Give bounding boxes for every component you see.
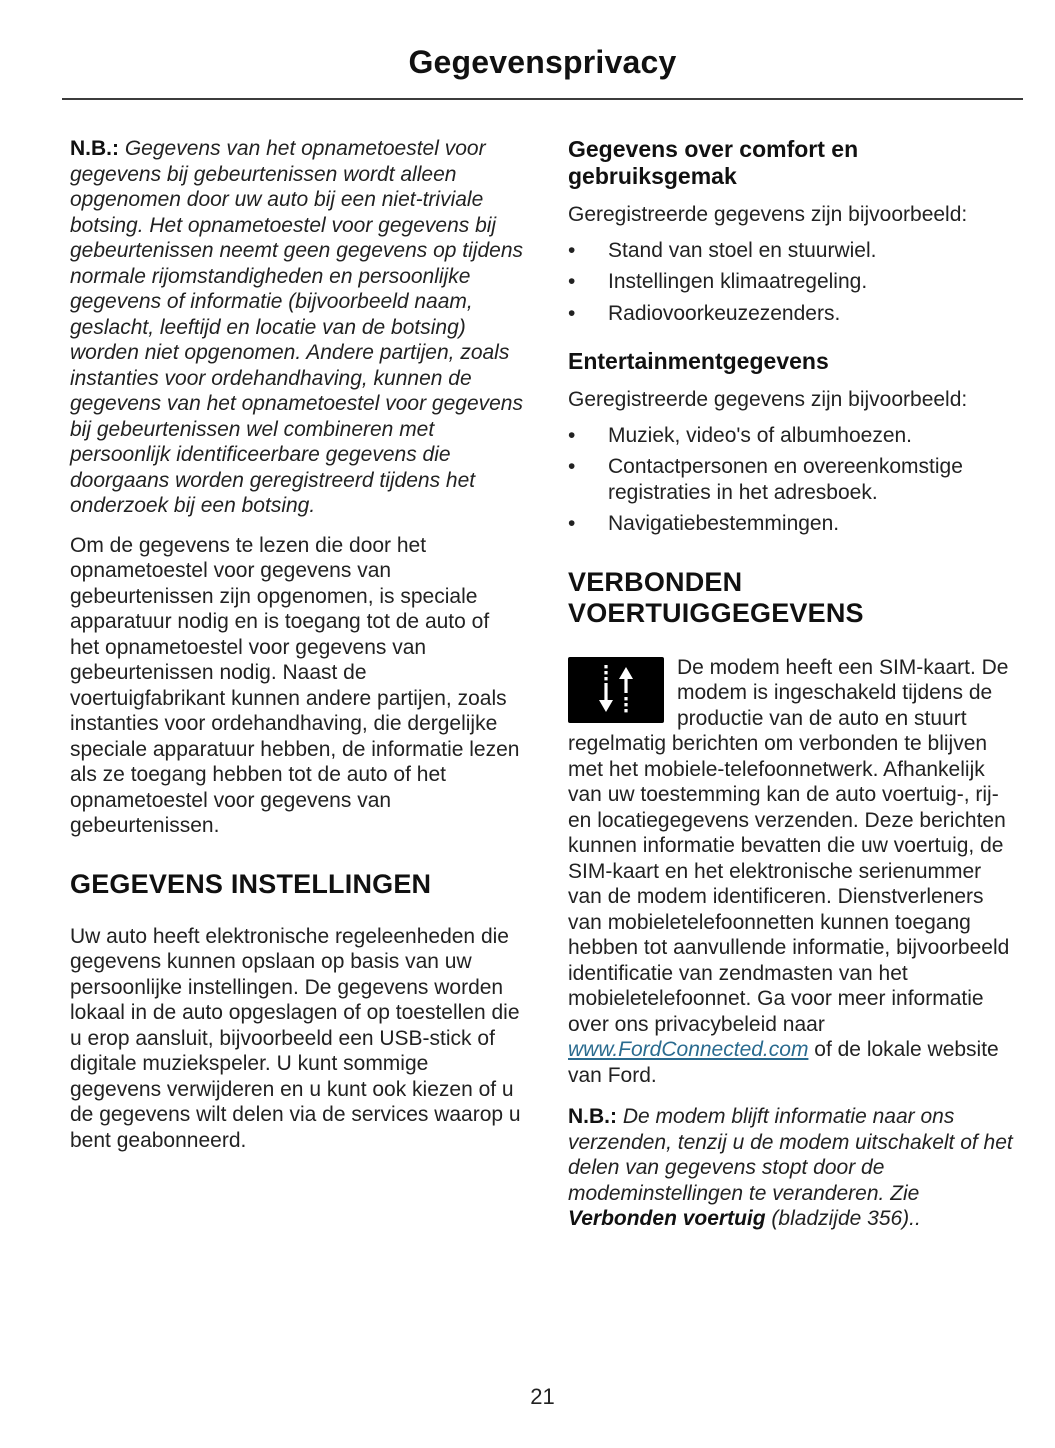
- connected-body-text: De modem heeft een SIM-kaart. De modem is ingeschakeld tijdens de productie van de auto en stuurt regelmatig berichten om verbonden te blijven met het mobiele-telefoonnetwerk. Afhankelijk van uw toestemming kan de auto voertuig-, rij- en locatiegegevens verzenden. Deze berichten kunnen informatie bevatten die uw voertuig, de SIM-kaart en het elektronische serienummer van de modem identificeren. Dienstverleners van mobieletelefoonnetten kunnen toegang hebben tot aanvullende informatie, bijvoorbeeld identificatie van zendmasten van het mobieletelefoonnet. Ga voor meer informatie over ons privacybeleid naar: [568, 655, 1010, 1036]
- paragraph-reading-event-data: Om de gegevens te lezen die door het opnametoestel voor gegevens van gebeurtenissen zijn opgenomen, is speciale apparatuur nodig en is toegang tot de auto of het opnametoestel voor gegevens van gebeurtenissen nodig. Naast de voertuigfabrikant kunnen andere partijen, zoals instanties voor ordehandhaving, die dergelijke speciale apparatuur hebben, de informatie lezen als ze toegang hebben tot de auto of het opnametoestel voor gegevens van gebeurtenissen.: [70, 533, 520, 837]
- note-event-data-recorder: [70, 136, 523, 519]
- paragraph-connected-vehicle: [568, 655, 1017, 1089]
- connected-body-text-after: of de lokale website van Ford.: [568, 1038, 999, 1087]
- page-number: 21: [530, 1384, 555, 1409]
- bullet-icon: •: [568, 455, 576, 478]
- note-text: Gegevens van het opnametoestel voor gegevens bij gebeurtenissen wordt alleen opgenomen door uw auto bij een niet-triviale botsing. Het opnametoestel voor gegevens bij gebeurtenissen neemt geen gegevens op tijdens normale rijomstandigheden en persoonlijke gegevens of informatie (bijvoorbeeld naam, geslacht, leeftijd en locatie van de botsing) worden niet opgenomen. Andere partijen, zoals instanties voor ordehandhaving, kunnen de gegevens van het opnametoestel voor gegevens bij gebeurtenissen wel combineren met persoonlijk identificeerbare gegevens die doorgaans worden geregistreerd tijdens het onderzoek bij een botsing.: [70, 137, 523, 517]
- heading-verbonden-voertuiggegevens: VERBONDEN VOERTUIGGEGEVENS: [568, 566, 864, 628]
- comfort-bullet-list: [568, 238, 1017, 327]
- comfort-intro: Geregistreerde gegevens zijn bijvoorbeeld:: [568, 203, 968, 226]
- right-column: [568, 136, 1017, 1246]
- bullet-icon: •: [568, 512, 576, 535]
- two-column-layout: [0, 136, 1055, 1246]
- bullet-icon: •: [568, 238, 576, 262]
- entertainment-bullet-list: [568, 423, 1017, 537]
- cross-reference-verbonden-voertuig: Verbonden voertuig: [568, 1207, 766, 1230]
- column-gap: [523, 136, 568, 1246]
- list-item: • Navigatiebestemmingen.: [568, 512, 840, 535]
- list-item: • Instellingen klimaatregeling.: [568, 270, 868, 293]
- paragraph-data-settings: Uw auto heeft elektronische regeleenheden die gegevens kunnen opslaan op basis van uw persoonlijke instellingen. De gegevens worden lokaal in de auto opgeslagen of op toestellen die u erop aansluit, bijvoorbeeld een USB-stick of digitale muziekspeler. U kunt sommige gegevens verwijderen en u kunt ook kiezen of u de gegevens wilt delen via de services waarop u bent geabonneerd.: [70, 924, 521, 1152]
- heading-gegevens-instellingen: GEGEVENS INSTELLINGEN: [70, 868, 432, 899]
- bullet-icon: •: [568, 270, 576, 293]
- heading-entertainment: Entertainmentgegevens: [568, 348, 829, 374]
- list-item: • Radiovoorkeuzezenders.: [568, 301, 841, 325]
- bullet-icon: •: [568, 423, 576, 447]
- list-item: • Muziek, video's of albumhoezen.: [568, 423, 913, 447]
- title-divider: [62, 98, 1023, 100]
- entertainment-intro: Geregistreerde gegevens zijn bijvoorbeeld:: [568, 388, 968, 411]
- note-text-page-ref: (bladzijde 356)..: [771, 1207, 921, 1230]
- note-modem: [568, 1104, 1017, 1232]
- left-column: [70, 136, 523, 1246]
- list-item: • Contactpersonen en overeenkomstige registraties in het adresboek.: [568, 455, 963, 504]
- fordconnected-link[interactable]: www.FordConnected.com: [568, 1038, 809, 1061]
- data-transfer-arrows-icon: [568, 657, 664, 723]
- note-label: N.B.:: [568, 1105, 617, 1128]
- page-title: Gegevensprivacy: [408, 44, 677, 80]
- bullet-icon: •: [568, 301, 576, 325]
- note-text: De modem blijft informatie naar ons verzenden, tenzij u de modem uitschakelt of het delen van gegevens stopt door de modeminstellingen te veranderen. Zie: [568, 1105, 1013, 1205]
- note-label: N.B.:: [70, 137, 119, 160]
- heading-comfort-convenience: Gegevens over comfort en gebruiksgemak: [568, 136, 859, 189]
- list-item: • Stand van stoel en stuurwiel.: [568, 238, 877, 262]
